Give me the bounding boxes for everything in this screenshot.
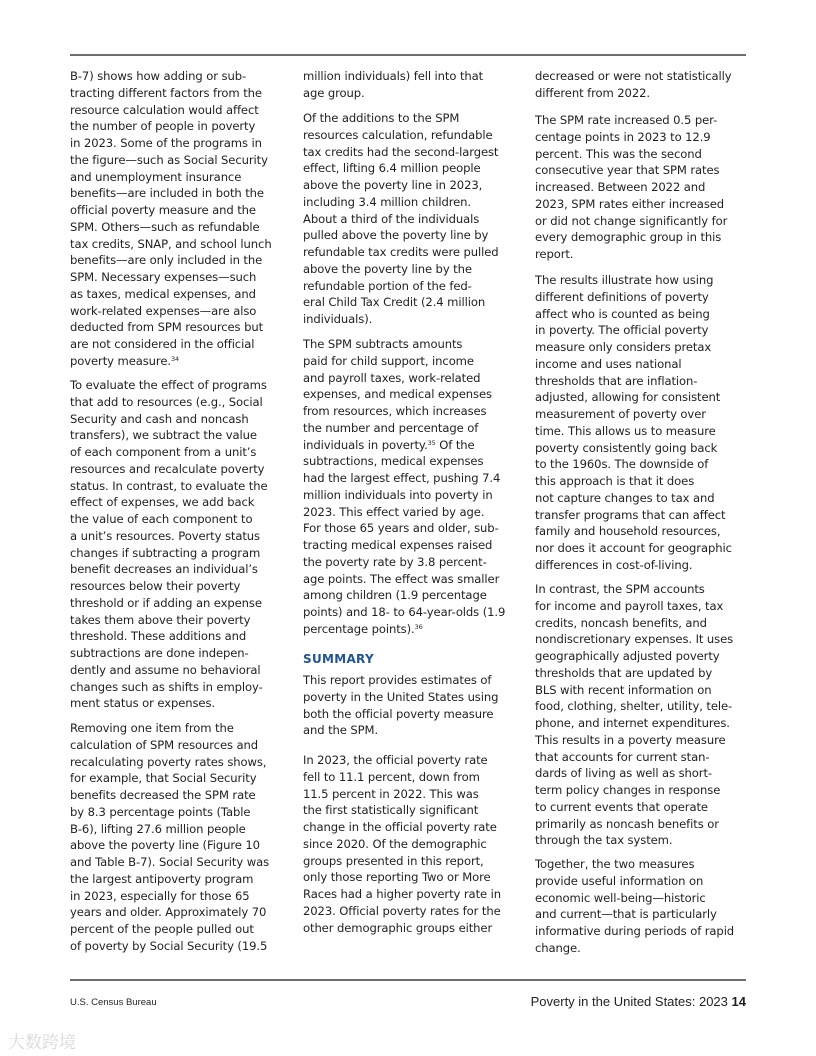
- paragraph: In contrast, the SPM accounts for income and payroll taxes, tax credits, noncash benefits, and nondiscretionary expenses. It uses geographically adjusted poverty thresholds that are updated by BLS with recent information on food, clothing, shelter, utility, tele- phone, and internet expenditures. This results in a poverty measure that accounts for current stan- dards of living as well as short- term policy changes in response to current events that operate primarily as noncash benefits or through the tax system.: [535, 582, 734, 848]
- paragraph: The results illustrate how using different definitions of poverty affect who is counted as being in poverty. The official poverty measure only considers pretax income and uses national thresholds that are inflation- adjusted, allowing for consistent measurement of poverty over time. This allows us to measure poverty consistently going back to the 1960s. The downside of this approach is that it does not capture changes to tax and transfer programs that can affect family and household resources, nor does it account for geographic differences in cost-of-living.: [535, 273, 732, 572]
- footnote-ref[interactable]: 36: [414, 622, 423, 631]
- paragraph: The SPM rate increased 0.5 per- centage points in 2023 to 12.9 percent. This was the second consecutive year that SPM rates increased. Between 2022 and 2023, SPM rates either increased or did not change significantly for every demographic group in this report.: [535, 113, 728, 261]
- paragraph: To evaluate the effect of programs that add to resources (e.g., Social Security and cash and noncash transfers), we subtract the value of each component from a unit’s resources and recalculate poverty status. In contrast, to evaluate the effect of expenses, we add back the value of each component to a unit’s resources. Poverty status changes if subtracting a program benefit decreases an individual’s resources below their poverty threshold or if adding an expense takes them above their poverty threshold. These additions and subtractions are done indepen- dently and assume no behavioral changes such as shifts in employ- ment status or expenses.: [70, 378, 268, 711]
- footer-title: Poverty in the United States: 2023 14: [530, 994, 746, 1009]
- paragraph: Together, the two measures provide useful information on economic well-being—historic and current—that is particularly informative during periods of rapid change.: [535, 857, 735, 955]
- footer-publisher: U.S. Census Bureau: [70, 997, 157, 1008]
- paragraph: B-7) shows how adding or sub- tracting different factors from the resource calculation would affect the number of people in poverty in 2023. Some of the programs in the figure—such as Social Security and unemployment insurance benefits—are included in both the official poverty measure and the SPM. Others—such as refundable tax credits, SNAP, and school lunch benefits—are only included in the SPM. Necessary expenses—such as taxes, medical expenses, and work-related expenses—are also deducted from SPM resources but are not considered in the official poverty measure.$^{34}$: [70, 69, 272, 368]
- paragraph: In 2023, the official poverty rate fell to 11.1 percent, down from 11.5 percent in 2022. This was the first statistically significant change in the official poverty rate since 2020. Of the demographic groups presented in this report, only those reporting Two or More Races had a higher poverty rate in 2023. Official poverty rates for the other demographic groups either: [303, 753, 501, 935]
- paragraph: Of the additions to the SPM resources calculation, refundable tax credits had the second-largest effect, lifting 6.4 million people above the poverty line in 2023, including 3.4 million children. About a third of the individuals pulled above the poverty line by refundable tax credits were pulled above the poverty line by the refundable portion of the fed- eral Child Tax Credit (2.4 million individuals).: [303, 111, 499, 326]
- top-rule: [70, 54, 746, 56]
- section-heading-summary: SUMMARY: [303, 652, 374, 666]
- paragraph: The SPM subtracts amounts paid for child support, income and payroll taxes, work-related expenses, and medical expenses from resources, which increases the number and percentage of individuals in poverty.$^{35}$ Of the subtractions, medical expenses had the largest effect, pushing 7.4 million individuals into poverty in 2023. This effect varied by age. For those 65 years and older, sub- tracting medical expenses raised the poverty rate by 3.8 percent- age points. The effect was smaller among children (1.9 percentage points) and 18- to 64-year-olds (1.9 percentage points).$^{36}$: [303, 337, 506, 636]
- paragraph: This report provides estimates of poverty in the United States using both the official poverty measure and the SPM.: [303, 673, 499, 738]
- bottom-rule: [70, 979, 746, 981]
- paragraph: Removing one item from the calculation of SPM resources and recalculating poverty rates shows, for example, that Social Security benefits decreased the SPM rate by 8.3 percentage points (Table B-6), lifting 27.6 million people above the poverty line (Figure 10 and Table B-7). Social Security was the largest antipoverty program in 2023, especially for those 65 years and older. Approximately 70 percent of the people pulled out of poverty by Social Security (19.5: [70, 721, 270, 953]
- footnote-ref[interactable]: 35: [427, 438, 436, 447]
- paragraph: decreased or were not statistically different from 2022.: [535, 69, 732, 100]
- watermark-logo: 大数跨境: [8, 1033, 76, 1053]
- paragraph: million individuals) fell into that age group.: [303, 69, 484, 100]
- page-number: 14: [731, 994, 746, 1009]
- footnote-ref[interactable]: 34: [170, 354, 180, 363]
